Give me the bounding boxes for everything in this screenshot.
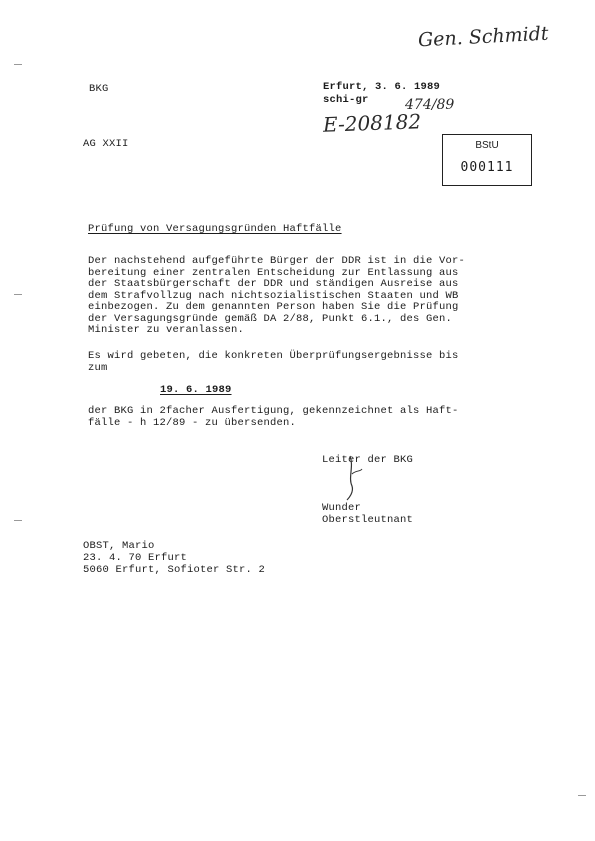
body-line: zum xyxy=(88,361,108,374)
margin-mark xyxy=(14,64,22,65)
sender: BKG xyxy=(89,83,109,95)
department: AG XXII xyxy=(83,138,129,150)
margin-mark xyxy=(14,294,22,295)
body-line: Der nachstehend aufgeführte Bürger der DDR ist in die Vor- xyxy=(88,255,466,267)
body-line: Es wird gebeten, die konkreten Überprüfungsergebnisse bis xyxy=(88,350,459,362)
margin-mark xyxy=(14,520,22,521)
handwritten-code: E-208182 xyxy=(322,109,422,137)
body-line: der Versagungsgründe gemäß DA 2/88, Punkt 6.1., des Gen. xyxy=(88,312,453,325)
body-line: dem Strafvollzug nach nichtsozialistischen Staaten und WB xyxy=(88,289,459,302)
body-line: fälle - h 12/89 - zu übersenden. xyxy=(88,416,297,429)
place-date: Erfurt, 3. 6. 1989 xyxy=(323,81,441,93)
signature-name: Wunder xyxy=(322,502,362,514)
body-line: der BKG in 2facher Ausfertigung, gekennzeichnet als Haft- xyxy=(88,405,459,417)
body-line: bereitung einer zentralen Entscheidung zur Entlassung aus xyxy=(88,266,459,279)
signature-rank: Oberstleutnant xyxy=(322,514,414,526)
person-birth: 23. 4. 70 Erfurt xyxy=(83,552,188,564)
body-line: der Staatsbürgerschaft der DDR und ständigen Ausreise aus xyxy=(88,278,459,290)
signature-mark xyxy=(340,452,370,502)
handwritten-name: Gen. Schmidt xyxy=(417,22,550,52)
person-address: 5060 Erfurt, Sofioter Str. 2 xyxy=(83,564,266,576)
signature-title: Leiter der BKG xyxy=(322,454,414,466)
reference-handwritten: 474/89 xyxy=(405,97,455,113)
archive-stamp xyxy=(442,134,532,186)
reference: schi-gr xyxy=(323,94,369,106)
stamp-number: 000111 xyxy=(460,160,514,175)
margin-mark xyxy=(578,795,586,796)
body-line: einbezogen. Zu dem genannten Person haben Sie die Prüfung xyxy=(88,301,459,313)
subject-line: Prüfung von Versagungsgründen Haftfälle xyxy=(88,223,342,235)
stamp-label: BStU xyxy=(475,140,499,151)
body-line: Minister zu veranlassen. xyxy=(88,324,245,336)
deadline-date: 19. 6. 1989 xyxy=(160,384,232,396)
person-name: OBST, Mario xyxy=(83,540,155,552)
